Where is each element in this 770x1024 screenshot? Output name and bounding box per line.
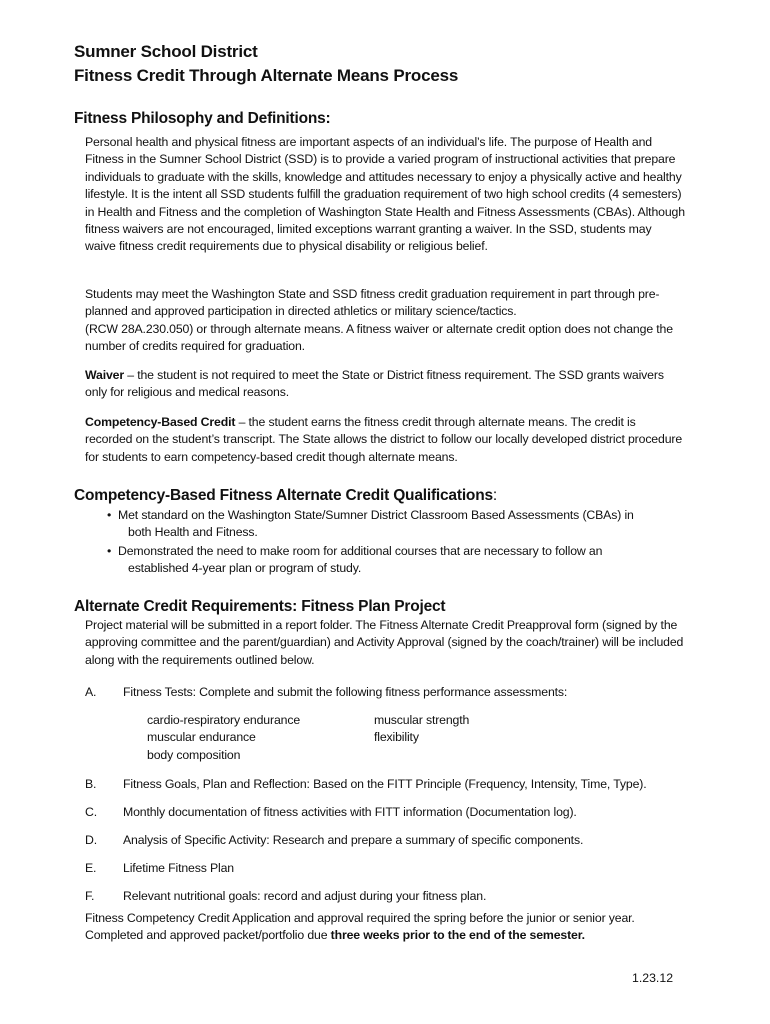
item-letter: C. — [85, 805, 97, 819]
requirements-heading: Alternate Credit Requirements: Fitness Plan Project — [74, 598, 446, 615]
item-text: Fitness Goals, Plan and Reflection: Based on the FITT Principle (Frequency, Intensity, Time, Type). — [123, 777, 647, 791]
deadline-emphasis: three weeks prior to the end of the semester. — [330, 928, 585, 943]
bullet-icon: • — [107, 544, 112, 558]
assessment-item: muscular endurance — [147, 730, 256, 745]
closing-line-1: Fitness Competency Credit Application and approval required the spring before the junior or senior year. — [85, 911, 635, 925]
revision-date: 1.23.12 — [632, 971, 674, 985]
closing-line-2-prefix: Completed and approved packet/portfolio due — [85, 928, 331, 943]
philosophy-paragraph: Personal health and physical fitness are important aspects of an individual’s life. The purpose of Health and Fitness in the Sumner School District (SSD) is to provide a varied program of instructional activities that prepare individuals to graduate with the skills, knowledge and attitudes necessary to enjoy a physically active and healthy lifestyle. It is the intent all SSD students fulfill the graduation requirement of two high school credits (4 semesters) in Health and Fitness and the completion of Washington State Health and Fitness Assessments (CBAs). Although fitness waivers are not encouraged, limited exceptions warrant granting a waiver. In the SSD, students may waive fitness credit requirements due to physical disability or religious belief. — [85, 135, 685, 254]
district-title: Sumner School District — [74, 42, 258, 61]
item-letter: B. — [85, 777, 97, 791]
item-letter: E. — [85, 861, 97, 875]
document-title: Fitness Credit Through Alternate Means Process — [74, 66, 459, 85]
item-text: Fitness Tests: Complete and submit the following fitness performance assessments: — [123, 685, 568, 699]
waiver-term: Waiver — [85, 368, 124, 382]
assessment-list-right — [374, 712, 469, 747]
athletics-paragraph — [85, 286, 685, 356]
item-letter: D. — [85, 833, 97, 847]
item-text: Lifetime Fitness Plan — [123, 861, 234, 875]
waiver-definition — [85, 367, 685, 402]
assessment-item: cardio-respiratory endurance — [147, 713, 301, 727]
bullet-2-line2: established 4-year plan or program of study. — [128, 561, 362, 576]
closing-paragraph — [85, 910, 705, 945]
bullet-1-line1: Met standard on the Washington State/Sumner District Classroom Based Assessments (CBAs) in — [118, 508, 634, 522]
rcw-text: (RCW 28A.230.050) or through alternate means. A fitness waiver or alternate credit option does not change the number of credits required for graduation. — [85, 321, 673, 354]
item-text: Relevant nutritional goals: record and adjust during your fitness plan. — [123, 889, 487, 903]
item-text: Monthly documentation of fitness activities with FITT information (Documentation log). — [123, 805, 577, 819]
cbc-definition — [85, 414, 685, 466]
qualifications-heading-text: Competency-Based Fitness Alternate Credit Qualifications — [74, 487, 493, 504]
philosophy-heading: Fitness Philosophy and Definitions: — [74, 110, 331, 127]
assessment-item: muscular strength — [374, 713, 470, 727]
cbc-term: Competency-Based Credit — [85, 415, 236, 429]
qualifications-colon: : — [492, 487, 497, 504]
requirements-intro: Project material will be submitted in a report folder. The Fitness Alternate Credit Preapproval form (signed by the approving committee and the parent/guardian) and Activity Approval (signed by the coach/trainer) will be included along with the requirements outlined below. — [85, 618, 684, 667]
bullet-2-line1: Demonstrated the need to make room for additional courses that are necessary to follow an — [118, 544, 603, 558]
item-letter: A. — [85, 685, 97, 699]
qualifications-heading — [74, 486, 497, 506]
assessment-item: flexibility — [374, 730, 419, 745]
waiver-text: – the student is not required to meet the State or District fitness requirement. The SSD grants waivers only for religious and medical reasons. — [85, 368, 664, 400]
item-text: Analysis of Specific Activity: Research and prepare a summary of specific components. — [123, 833, 584, 847]
bullet-1-line2: both Health and Fitness. — [128, 525, 258, 540]
item-letter: F. — [85, 889, 95, 903]
cbc-text: – the student earns the fitness credit through alternate means. The credit is recorded on the student’s transcript. The State allows the district to follow our locally developed district procedure for students to earn competency-based credit though alternate means. — [85, 415, 683, 464]
athletics-text: Students may meet the Washington State and SSD fitness credit graduation requirement in part through pre-planned and approved participation in directed athletics or military science/tactics. — [85, 287, 660, 319]
assessment-item: body composition — [147, 747, 241, 762]
assessment-list-left — [147, 712, 300, 764]
bullet-icon: • — [107, 508, 112, 522]
